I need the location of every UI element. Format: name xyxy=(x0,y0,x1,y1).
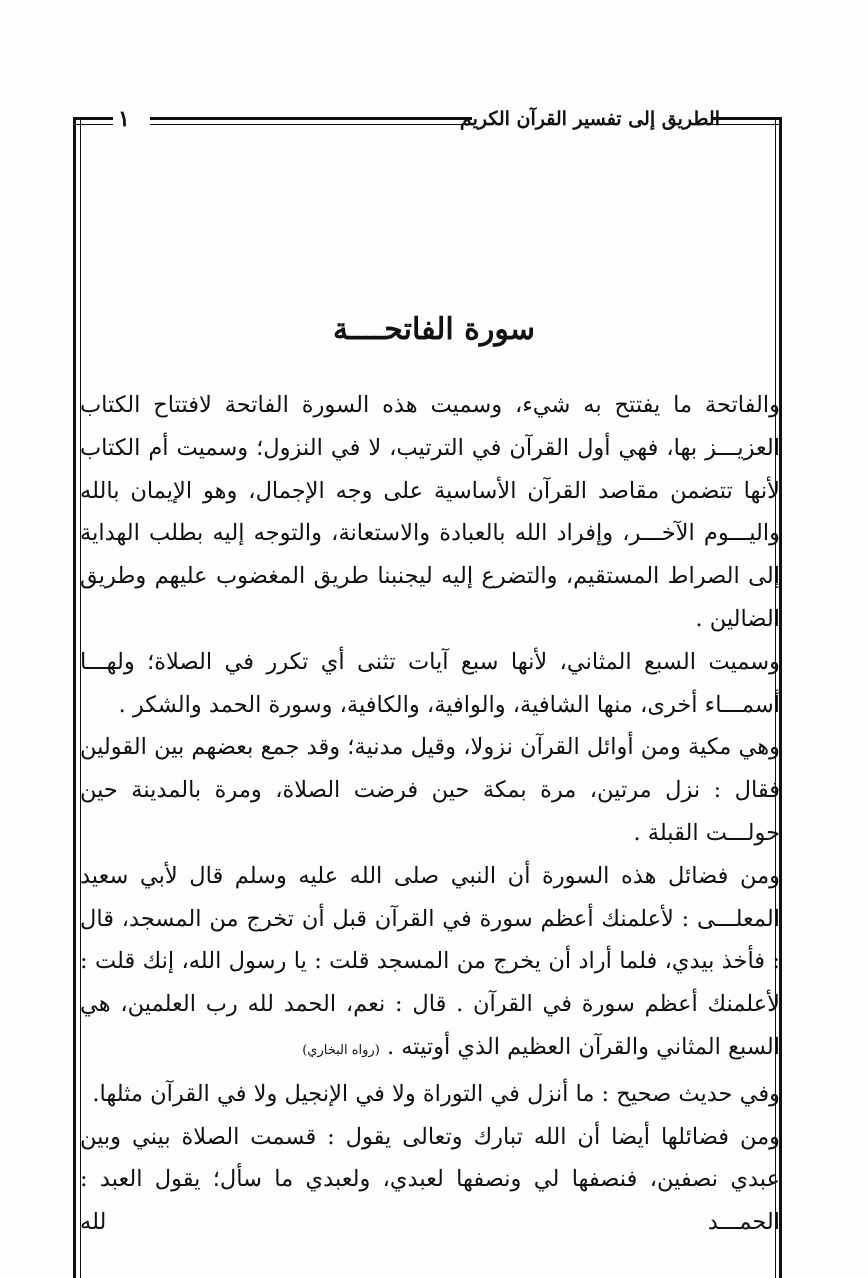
running-header-title: الطريق إلى تفسير القرآن الكريم xyxy=(459,108,720,130)
header-rule-right xyxy=(712,117,782,120)
header-rule-left xyxy=(73,117,113,120)
paragraph xyxy=(80,855,780,1073)
hadith-source: (رواه البخاري) xyxy=(302,1042,380,1058)
paragraph: وسميت السبع المثاني، لأنها سبع آيات تثنى أي تكرر في الصلاة؛ ولهـــا أسمـــاء أخرى، منها الشافية، والوافية، والكافية، وسورة الحمد والشكر . xyxy=(80,648,780,718)
paragraph: وهي مكية ومن أوائل القرآن نزولا، وقيل مدنية؛ وقد جمع بعضهم بين القولين فقال : نزل مرتين، مرة بمكة حين فرضت الصلاة، ومرة بالمدينة حين حولـــت القبلة . xyxy=(80,734,780,846)
paragraph: ومن فضائلها أيضا أن الله تبارك وتعالى يقول : قسمت الصلاة بيني وبين عبدي نصفين، فنصفها لي ونصفها لعبدي، ولعبدي ما سأل؛ يقول العبد : الحمـــد لله xyxy=(80,1123,780,1236)
frame-border-left xyxy=(73,118,76,1278)
paragraph: والفاتحة ما يفتتح به شيء، وسميت هذه السورة الفاتحة لافتتاح الكتاب العزيـــز بها، فهي أول القرآن في الترتيب، لا في النزول؛ وسميت أم الكتاب لأنها تتضمن مقاصد القرآن الأساسية على وجه الإجمال، وهو الإيمان بالله واليـــوم الآخـــر، وإفراد الله بالعبادة والاستعانة، والتوجه إليه بطلب الهداية إلى الصراط المستقيم، والتضرع إليه ليجنبنا طريق المغضوب عليهم وطريق الضالين . xyxy=(80,392,780,632)
page-number: ١ xyxy=(118,106,130,132)
sura-title: سورة الفاتحــــة xyxy=(332,312,536,347)
paragraph: وفي حديث صحيح : ما أنزل في التوراة ولا في الإنجيل ولا في القرآن مثلها. xyxy=(92,1080,780,1107)
header-rule-middle xyxy=(150,117,472,120)
header-rule-left-thin xyxy=(73,124,113,125)
body-text xyxy=(80,384,780,1244)
header-rule-middle-thin xyxy=(150,124,472,125)
header-rule-right-thin xyxy=(712,124,782,125)
paragraph-text: ومن فضائل هذه السورة أن النبي صلى الله عليه وسلم قال لأبي سعيد المعلـــى : لأعلمنك أعظم سورة في القرآن قبل أن تخرج من المسجد، قال : فأخذ بيدي، فلما أراد أن يخرج من المسجد قلت : يا رسول الله، إنك قلت : لأعلمنك أعظم سورة في القرآن . قال : نعم، الحمد لله رب العلمين، هي السبع المثاني والقرآن العظيم الذي أوتيته . xyxy=(80,862,780,1060)
